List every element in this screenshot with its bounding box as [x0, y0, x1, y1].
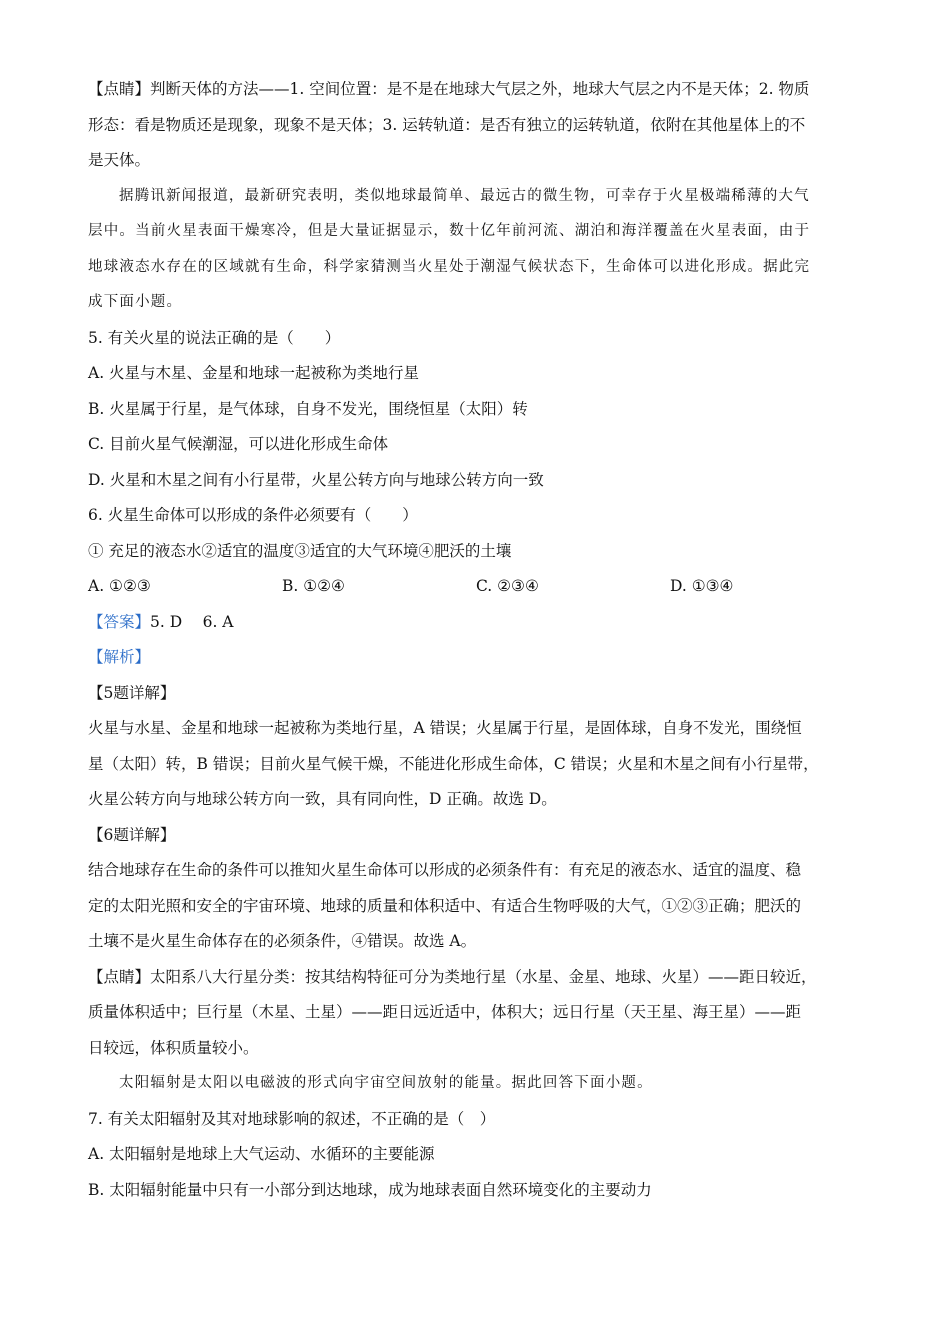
tips1-line3: 是天体。	[88, 151, 151, 169]
analysis-label: 【解析】	[88, 648, 151, 666]
q6-option-c: C. ②③④	[476, 577, 539, 595]
tips1-line1: 【点睛】判断天体的方法——1. 空间位置：是不是在地球大气层之外，地球大气层之内不是天体；2. 物质	[88, 80, 810, 98]
d6-line2: 定的太阳光照和安全的宇宙环境、地球的质量和体积适中、有适合生物呼吸的大气，①②③正确；肥沃的	[88, 896, 802, 915]
q5-option-c: C. 目前火星气候潮湿，可以进化形成生命体	[88, 435, 389, 453]
q6-option-b: B. ①②④	[282, 577, 345, 595]
answer-line	[88, 605, 868, 641]
tips1-line2: 形态：看是物质还是现象，现象不是天体；3. 运转轨道：是否有独立的运转轨道，依附在其他星体上的不	[88, 115, 806, 134]
tips2-line2: 质量体积适中；巨行星（木星、土星）——距日远近适中，体积大；远日行星（天王星、海王星）——距	[88, 1003, 802, 1021]
q5-option-d: D. 火星和木星之间有小行星带，火星公转方向与地球公转方向一致	[88, 470, 544, 489]
q7-option-a: A. 太阳辐射是地球上大气运动、水循环的主要能源	[88, 1145, 435, 1163]
q6-option-d: D. ①③④	[670, 577, 734, 595]
passage1-line1: 据腾讯新闻报道，最新研究表明，类似地球最简单、最远古的微生物，可幸存于火星极端稀薄的大气	[119, 187, 810, 204]
document-page	[88, 72, 868, 1208]
q7-stem: 7. 有关太阳辐射及其对地球影响的叙述，不正确的是（ ）	[88, 1109, 496, 1128]
d5-line2: 星（太阳）转，B 错误；目前火星气候干燥，不能进化形成生命体，C 错误；火星和木星之间有小行星带，	[88, 754, 819, 773]
passage1-line3: 地球液态水存在的区域就有生命，科学家猜测当火星处于潮湿气候状态下，生命体可以进化形成。据此完	[88, 258, 811, 275]
tips2-line3: 日较远，体积质量较小。	[88, 1038, 259, 1057]
q6-option-a: A. ①②③	[88, 577, 151, 595]
d6-line3: 土壤不是火星生命体存在的必须条件，④错误。故选 A。	[88, 932, 477, 950]
q7-option-b: B. 太阳辐射能量中只有一小部分到达地球，成为地球表面自然环境变化的主要动力	[88, 1180, 652, 1199]
q5-option-b: B. 火星属于行星，是气体球，自身不发光，围绕恒星（太阳）转	[88, 399, 528, 418]
q5-stem: 5. 有关火星的说法正确的是（ ）	[88, 328, 341, 347]
passage1-line4: 成下面小题。	[88, 294, 183, 310]
d5-line3: 火星公转方向与地球公转方向一致，具有同向性，D 正确。故选 D。	[88, 790, 557, 808]
passage1-line2: 层中。当前火星表面干燥寒冷，但是大量证据显示，数十亿年前河流、湖泊和海洋覆盖在火星表面，由于	[88, 223, 811, 239]
answer-label: 【答案】	[88, 612, 151, 631]
q6-options	[88, 569, 868, 605]
d6-line1: 结合地球存在生命的条件可以推知火星生命体可以形成的必须条件有：有充足的液态水、适宜的温度、稳	[88, 861, 802, 879]
d6-label: 【6题详解】	[88, 825, 176, 844]
q6-conditions: ① 充足的液态水②适宜的温度③适宜的大气环境④肥沃的土壤	[88, 541, 512, 560]
passage2-line1: 太阳辐射是太阳以电磁波的形式向宇宙空间放射的能量。据此回答下面小题。	[119, 1075, 653, 1091]
d5-label: 【5题详解】	[88, 683, 176, 702]
q6-stem: 6. 火星生命体可以形成的条件必须要有（ ）	[88, 506, 418, 524]
tips2-line1: 【点睛】太阳系八大行星分类：按其结构特征可分为类地行星（水星、金星、地球、火星）——距日较近，	[88, 967, 817, 986]
answer-text: 5. D 6. A	[150, 612, 234, 631]
q5-option-a: A. 火星与木星、金星和地球一起被称为类地行星	[88, 364, 420, 382]
d5-line1: 火星与水星、金星和地球一起被称为类地行星，A 错误；火星属于行星，是固体球，自身不发光，围绕恒	[88, 719, 802, 737]
